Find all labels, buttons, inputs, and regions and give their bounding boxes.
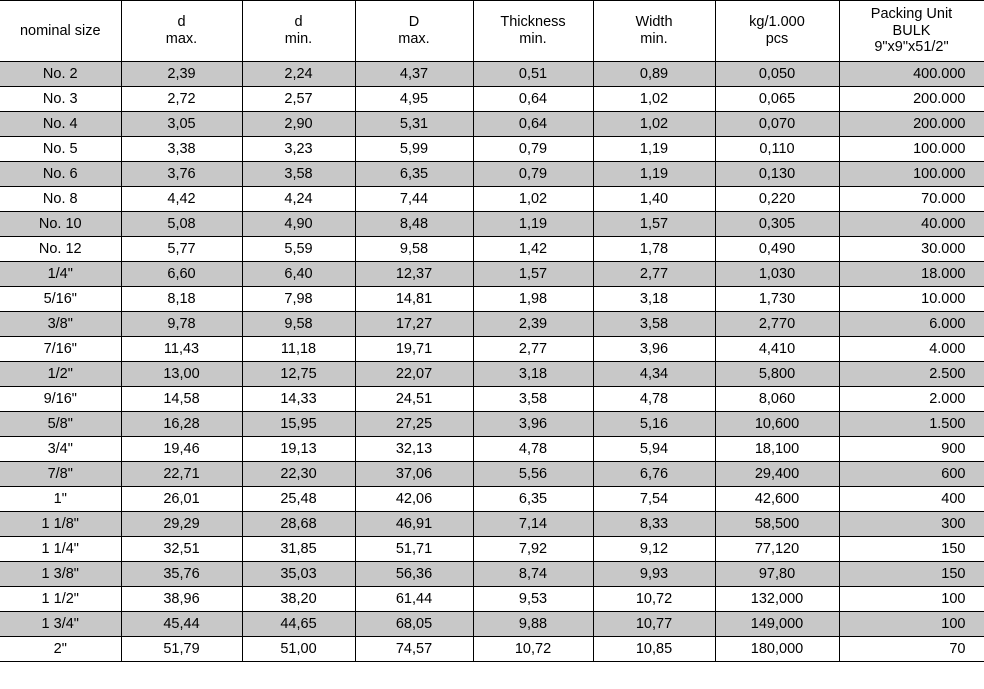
table-row: [0, 287, 984, 312]
cell-D-max: 4,95: [355, 87, 473, 112]
column-header-line: max.: [398, 31, 430, 47]
table-row: [0, 112, 984, 137]
cell-kg-per-1000-pcs: 0,070: [715, 112, 839, 137]
table-row: [0, 137, 984, 162]
cell-d-min: 12,75: [242, 362, 355, 387]
cell-width-min: 5,16: [593, 412, 715, 437]
cell-thickness-min: 0,64: [473, 87, 593, 112]
cell-d-min: 2,90: [242, 112, 355, 137]
cell-nominal-size: 7/16": [0, 337, 121, 362]
cell-nominal-size: 3/4": [0, 437, 121, 462]
column-header-kg-per-1000-pcs: [715, 1, 839, 62]
cell-d-max: 5,08: [121, 212, 242, 237]
column-header-packing-unit-bulk: [839, 1, 984, 62]
cell-kg-per-1000-pcs: 132,000: [715, 587, 839, 612]
cell-d-min: 4,24: [242, 187, 355, 212]
cell-packing-unit-bulk: 18.000: [839, 262, 984, 287]
cell-kg-per-1000-pcs: 58,500: [715, 512, 839, 537]
cell-kg-per-1000-pcs: 18,100: [715, 437, 839, 462]
cell-packing-unit-bulk: 2.000: [839, 387, 984, 412]
cell-d-max: 16,28: [121, 412, 242, 437]
column-header-line: 9"x9"x51/2": [874, 39, 949, 56]
cell-thickness-min: 9,88: [473, 612, 593, 637]
cell-width-min: 1,78: [593, 237, 715, 262]
cell-nominal-size: 2": [0, 637, 121, 662]
table-row: [0, 237, 984, 262]
table-row: [0, 612, 984, 637]
cell-packing-unit-bulk: 150: [839, 537, 984, 562]
cell-thickness-min: 2,39: [473, 312, 593, 337]
cell-d-min: 3,23: [242, 137, 355, 162]
cell-thickness-min: 0,51: [473, 62, 593, 87]
header-row: [0, 1, 984, 62]
cell-D-max: 51,71: [355, 537, 473, 562]
cell-nominal-size: No. 3: [0, 87, 121, 112]
cell-d-max: 5,77: [121, 237, 242, 262]
cell-D-max: 5,99: [355, 137, 473, 162]
cell-packing-unit-bulk: 100: [839, 612, 984, 637]
cell-nominal-size: 5/8": [0, 412, 121, 437]
cell-nominal-size: No. 8: [0, 187, 121, 212]
cell-D-max: 4,37: [355, 62, 473, 87]
cell-kg-per-1000-pcs: 0,490: [715, 237, 839, 262]
table-row: [0, 262, 984, 287]
table-row: [0, 87, 984, 112]
cell-d-min: 3,58: [242, 162, 355, 187]
cell-nominal-size: 7/8": [0, 462, 121, 487]
cell-packing-unit-bulk: 6.000: [839, 312, 984, 337]
cell-packing-unit-bulk: 200.000: [839, 87, 984, 112]
cell-D-max: 9,58: [355, 237, 473, 262]
cell-width-min: 7,54: [593, 487, 715, 512]
cell-kg-per-1000-pcs: 10,600: [715, 412, 839, 437]
table-row: [0, 487, 984, 512]
table-row: [0, 212, 984, 237]
column-header-thickness-min: [473, 1, 593, 62]
cell-d-max: 32,51: [121, 537, 242, 562]
cell-D-max: 61,44: [355, 587, 473, 612]
cell-thickness-min: 3,58: [473, 387, 593, 412]
cell-nominal-size: No. 6: [0, 162, 121, 187]
cell-thickness-min: 10,72: [473, 637, 593, 662]
column-header-line: Packing Unit: [870, 5, 953, 22]
cell-D-max: 5,31: [355, 112, 473, 137]
cell-packing-unit-bulk: 2.500: [839, 362, 984, 387]
cell-D-max: 68,05: [355, 612, 473, 637]
cell-thickness-min: 5,56: [473, 462, 593, 487]
column-header-line: min.: [640, 31, 668, 47]
cell-d-min: 35,03: [242, 562, 355, 587]
table-header: [0, 1, 984, 62]
cell-width-min: 1,02: [593, 112, 715, 137]
cell-D-max: 22,07: [355, 362, 473, 387]
cell-d-max: 3,38: [121, 137, 242, 162]
cell-thickness-min: 3,96: [473, 412, 593, 437]
cell-width-min: 1,02: [593, 87, 715, 112]
cell-kg-per-1000-pcs: 0,130: [715, 162, 839, 187]
cell-d-max: 29,29: [121, 512, 242, 537]
cell-kg-per-1000-pcs: 0,305: [715, 212, 839, 237]
cell-d-max: 6,60: [121, 262, 242, 287]
table-row: [0, 362, 984, 387]
cell-width-min: 6,76: [593, 462, 715, 487]
cell-d-min: 4,90: [242, 212, 355, 237]
cell-packing-unit-bulk: 100.000: [839, 137, 984, 162]
cell-thickness-min: 0,64: [473, 112, 593, 137]
column-header-line: d: [294, 14, 303, 31]
cell-width-min: 10,72: [593, 587, 715, 612]
column-header-line: d: [177, 14, 186, 31]
cell-nominal-size: 1 1/4": [0, 537, 121, 562]
cell-D-max: 8,48: [355, 212, 473, 237]
cell-nominal-size: No. 2: [0, 62, 121, 87]
cell-thickness-min: 9,53: [473, 587, 593, 612]
cell-kg-per-1000-pcs: 2,770: [715, 312, 839, 337]
cell-d-max: 38,96: [121, 587, 242, 612]
table-row: [0, 337, 984, 362]
table-row: [0, 437, 984, 462]
table-row: [0, 162, 984, 187]
cell-D-max: 46,91: [355, 512, 473, 537]
cell-nominal-size: No. 10: [0, 212, 121, 237]
cell-packing-unit-bulk: 600: [839, 462, 984, 487]
cell-d-min: 2,57: [242, 87, 355, 112]
cell-d-max: 9,78: [121, 312, 242, 337]
cell-nominal-size: 1/4": [0, 262, 121, 287]
cell-width-min: 1,57: [593, 212, 715, 237]
cell-kg-per-1000-pcs: 1,730: [715, 287, 839, 312]
cell-packing-unit-bulk: 30.000: [839, 237, 984, 262]
column-header-nominal-size: [0, 1, 121, 62]
cell-nominal-size: 1": [0, 487, 121, 512]
table-row: [0, 512, 984, 537]
cell-thickness-min: 1,19: [473, 212, 593, 237]
cell-d-max: 26,01: [121, 487, 242, 512]
cell-nominal-size: 1/2": [0, 362, 121, 387]
cell-nominal-size: 1 3/4": [0, 612, 121, 637]
cell-d-min: 6,40: [242, 262, 355, 287]
cell-d-max: 13,00: [121, 362, 242, 387]
cell-D-max: 56,36: [355, 562, 473, 587]
cell-D-max: 74,57: [355, 637, 473, 662]
cell-kg-per-1000-pcs: 180,000: [715, 637, 839, 662]
cell-kg-per-1000-pcs: 0,110: [715, 137, 839, 162]
cell-packing-unit-bulk: 100.000: [839, 162, 984, 187]
cell-thickness-min: 4,78: [473, 437, 593, 462]
table-row: [0, 537, 984, 562]
cell-D-max: 32,13: [355, 437, 473, 462]
column-header-line: nominal size: [19, 22, 101, 39]
cell-thickness-min: 0,79: [473, 137, 593, 162]
cell-D-max: 6,35: [355, 162, 473, 187]
cell-nominal-size: 9/16": [0, 387, 121, 412]
cell-width-min: 3,18: [593, 287, 715, 312]
cell-thickness-min: 8,74: [473, 562, 593, 587]
column-header-line: D: [408, 14, 420, 31]
cell-kg-per-1000-pcs: 5,800: [715, 362, 839, 387]
cell-width-min: 3,96: [593, 337, 715, 362]
cell-D-max: 42,06: [355, 487, 473, 512]
cell-d-min: 7,98: [242, 287, 355, 312]
cell-D-max: 24,51: [355, 387, 473, 412]
cell-width-min: 1,19: [593, 137, 715, 162]
column-header-line: kg/1.000: [749, 14, 805, 31]
cell-kg-per-1000-pcs: 97,80: [715, 562, 839, 587]
table-row: [0, 637, 984, 662]
cell-packing-unit-bulk: 1.500: [839, 412, 984, 437]
column-header-line: pcs: [765, 31, 789, 47]
cell-width-min: 9,93: [593, 562, 715, 587]
cell-d-min: 22,30: [242, 462, 355, 487]
cell-D-max: 27,25: [355, 412, 473, 437]
table-row: [0, 187, 984, 212]
cell-thickness-min: 6,35: [473, 487, 593, 512]
cell-packing-unit-bulk: 300: [839, 512, 984, 537]
cell-packing-unit-bulk: 4.000: [839, 337, 984, 362]
cell-nominal-size: 5/16": [0, 287, 121, 312]
cell-packing-unit-bulk: 200.000: [839, 112, 984, 137]
cell-d-min: 28,68: [242, 512, 355, 537]
cell-width-min: 3,58: [593, 312, 715, 337]
cell-nominal-size: No. 4: [0, 112, 121, 137]
column-header-line: BULK: [892, 22, 931, 39]
column-header-d-min: [242, 1, 355, 62]
cell-packing-unit-bulk: 10.000: [839, 287, 984, 312]
cell-d-max: 3,05: [121, 112, 242, 137]
cell-d-max: 3,76: [121, 162, 242, 187]
cell-kg-per-1000-pcs: 0,220: [715, 187, 839, 212]
cell-d-max: 22,71: [121, 462, 242, 487]
cell-thickness-min: 1,02: [473, 187, 593, 212]
cell-thickness-min: 7,14: [473, 512, 593, 537]
cell-width-min: 1,19: [593, 162, 715, 187]
cell-width-min: 5,94: [593, 437, 715, 462]
cell-packing-unit-bulk: 70: [839, 637, 984, 662]
cell-nominal-size: 1 1/8": [0, 512, 121, 537]
cell-kg-per-1000-pcs: 29,400: [715, 462, 839, 487]
cell-nominal-size: No. 5: [0, 137, 121, 162]
cell-d-min: 38,20: [242, 587, 355, 612]
cell-thickness-min: 7,92: [473, 537, 593, 562]
column-header-d-max: [121, 1, 242, 62]
cell-d-min: 11,18: [242, 337, 355, 362]
cell-d-max: 8,18: [121, 287, 242, 312]
cell-d-min: 14,33: [242, 387, 355, 412]
cell-kg-per-1000-pcs: 0,050: [715, 62, 839, 87]
cell-packing-unit-bulk: 400.000: [839, 62, 984, 87]
cell-d-max: 11,43: [121, 337, 242, 362]
cell-d-min: 9,58: [242, 312, 355, 337]
cell-d-max: 45,44: [121, 612, 242, 637]
table-row: [0, 412, 984, 437]
column-header-line: min.: [519, 31, 547, 47]
cell-d-min: 51,00: [242, 637, 355, 662]
cell-packing-unit-bulk: 70.000: [839, 187, 984, 212]
cell-d-min: 5,59: [242, 237, 355, 262]
cell-thickness-min: 0,79: [473, 162, 593, 187]
cell-thickness-min: 1,98: [473, 287, 593, 312]
cell-kg-per-1000-pcs: 42,600: [715, 487, 839, 512]
cell-D-max: 14,81: [355, 287, 473, 312]
cell-d-max: 14,58: [121, 387, 242, 412]
column-header-line: Width: [635, 14, 673, 31]
table-body: [0, 62, 984, 662]
cell-d-max: 2,72: [121, 87, 242, 112]
cell-nominal-size: 1 3/8": [0, 562, 121, 587]
column-header-line: max.: [165, 31, 198, 47]
cell-width-min: 10,85: [593, 637, 715, 662]
cell-packing-unit-bulk: 100: [839, 587, 984, 612]
table-row: [0, 62, 984, 87]
cell-width-min: 1,40: [593, 187, 715, 212]
table-row: [0, 587, 984, 612]
cell-D-max: 17,27: [355, 312, 473, 337]
table-row: [0, 312, 984, 337]
cell-D-max: 19,71: [355, 337, 473, 362]
cell-nominal-size: 3/8": [0, 312, 121, 337]
cell-d-min: 15,95: [242, 412, 355, 437]
cell-width-min: 2,77: [593, 262, 715, 287]
cell-width-min: 8,33: [593, 512, 715, 537]
cell-D-max: 7,44: [355, 187, 473, 212]
cell-thickness-min: 1,57: [473, 262, 593, 287]
cell-D-max: 12,37: [355, 262, 473, 287]
cell-kg-per-1000-pcs: 1,030: [715, 262, 839, 287]
cell-d-max: 4,42: [121, 187, 242, 212]
cell-d-min: 25,48: [242, 487, 355, 512]
cell-thickness-min: 3,18: [473, 362, 593, 387]
cell-packing-unit-bulk: 900: [839, 437, 984, 462]
cell-nominal-size: No. 12: [0, 237, 121, 262]
cell-width-min: 4,34: [593, 362, 715, 387]
table-row: [0, 562, 984, 587]
cell-d-max: 2,39: [121, 62, 242, 87]
cell-d-max: 35,76: [121, 562, 242, 587]
cell-packing-unit-bulk: 150: [839, 562, 984, 587]
cell-d-max: 51,79: [121, 637, 242, 662]
cell-width-min: 4,78: [593, 387, 715, 412]
cell-width-min: 0,89: [593, 62, 715, 87]
cell-packing-unit-bulk: 40.000: [839, 212, 984, 237]
column-header-width-min: [593, 1, 715, 62]
table-row: [0, 387, 984, 412]
cell-d-max: 19,46: [121, 437, 242, 462]
cell-width-min: 10,77: [593, 612, 715, 637]
cell-d-min: 2,24: [242, 62, 355, 87]
cell-d-min: 19,13: [242, 437, 355, 462]
table-row: [0, 462, 984, 487]
cell-kg-per-1000-pcs: 8,060: [715, 387, 839, 412]
cell-kg-per-1000-pcs: 149,000: [715, 612, 839, 637]
cell-kg-per-1000-pcs: 0,065: [715, 87, 839, 112]
cell-kg-per-1000-pcs: 4,410: [715, 337, 839, 362]
column-header-line: min.: [284, 31, 313, 47]
cell-nominal-size: 1 1/2": [0, 587, 121, 612]
cell-thickness-min: 2,77: [473, 337, 593, 362]
cell-width-min: 9,12: [593, 537, 715, 562]
cell-packing-unit-bulk: 400: [839, 487, 984, 512]
cell-d-min: 44,65: [242, 612, 355, 637]
cell-d-min: 31,85: [242, 537, 355, 562]
column-header-line: Thickness: [500, 14, 566, 31]
cell-D-max: 37,06: [355, 462, 473, 487]
column-header-D-max: [355, 1, 473, 62]
cell-kg-per-1000-pcs: 77,120: [715, 537, 839, 562]
cell-thickness-min: 1,42: [473, 237, 593, 262]
